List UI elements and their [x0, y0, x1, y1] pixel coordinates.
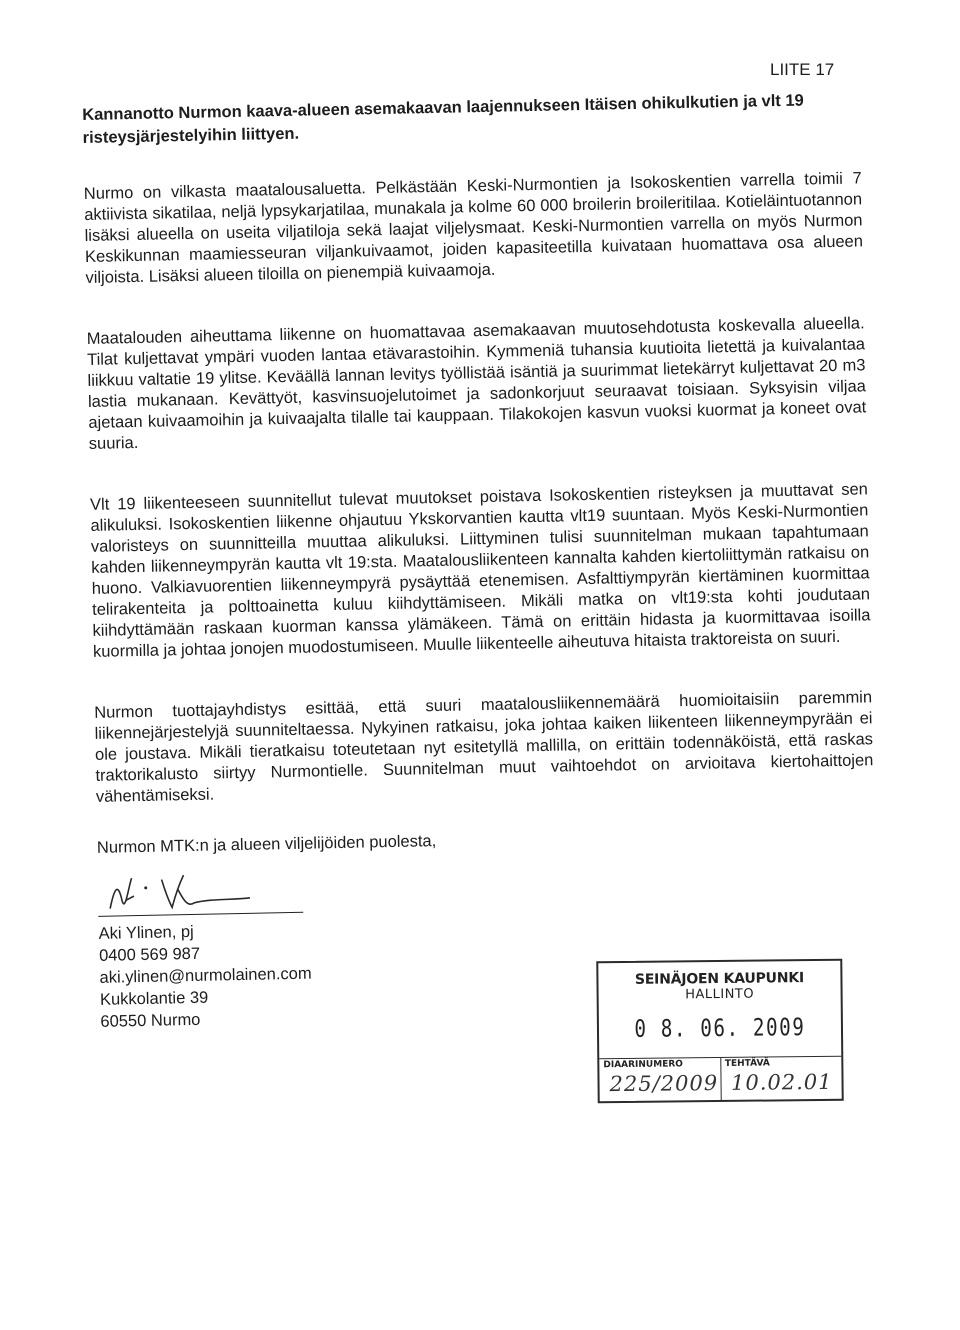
stamp-task-value: 10.02.01: [730, 1069, 833, 1095]
paragraph-3: Vlt 19 liikenteeseen suunnitellut tulevat muutokset poistava Isokoskentien risteyksen ja muuttavat sen alikuluksi. Isokoskentien liikenne ohjautuu Ykskorvantien kautta vlt19 suuntaan. Myös Keski-Nurmontien valoristeys on suunnitteilla muuttaa alikuluksi. Liittyminen tulisi suunnitelman mukaan tapahtumaan kahden liikenneympyrän kautta vlt 19:sta. Maatalousliikenteen kannalta kahden kiertoliittymän ratkaisu on huono. Valkiavuorentien liikenneympyrä pysäyttää etenemisen. Asfalttiympyrän kiertäminen kuormittaa telirakenteita ja polttoainetta kuluu kiihdyttämiseen. Mikäli matka on vlt19:sta kohti joudutaan kiihdyttämään raskaan kuorman kanssa ylämäkeen. Tämä on erittäin hidasta ja kuormittavaa isoilla kuormilla ja johtaa jonojen muodostumiseen. Muulle liikenteelle aiheutuva hitaista traktoreista on suuri.: [89, 480, 871, 661]
stamp-organization: SEINÄJOEN KAUPUNKI: [634, 970, 805, 988]
letter-body: [82, 88, 878, 1032]
receipt-stamp: [596, 959, 843, 1104]
appendix-label: LIITE 17: [770, 60, 835, 79]
signature-scribble: [99, 867, 280, 919]
stamp-field-task: [720, 1057, 842, 1100]
paragraph-1: Nurmo on vilkasta maatalousaluetta. Pelkästään Keski-Nurmontien ja Isokoskentien varrella toimii 7 aktiivista sikatilaa, neljä lypsykarjatilaa, munakala ja kolme 60 000 broilerin broileritilaa. Kotieläintuotannon lisäksi alueella on useita viljatiloja sekä laajat viljelysmaat. Keski-Nurmontien varrella on myös Nurmon Keskikunnan maamiesseuran viljankuivaamot, joiden kapasiteetilla kuivataan huomattava osa alueen viljoista. Lisäksi alueen tiloilla on pienempiä kuivaamoja.: [83, 169, 864, 287]
contact-phone: 0400 569 987: [98, 944, 201, 965]
contact-name: Aki Ylinen, pj: [98, 922, 194, 943]
stamp-field-diary: [599, 1058, 720, 1101]
paragraph-2: Maatalouden aiheuttama liikenne on huomattavaa asemakaavan muutosehdotusta koskevalla alueella. Tilat kuljettavat ympäri vuoden lantaa etävarastoihin. Kymmeniä tuhansia kuutioita lietettä ja kuivalantaa liikkuu valtatie 19 ylitse. Keväällä lannan levitys työllistää isäntiä ja suurimmat lietekärryt kuljettavat 20 m3 lastia mukanaan. Kevättyöt, kasvinsuojelutoimet ja sadonkorjuut seuraavat toisiaan. Syksyisin viljaa ajetaan kuivaamoihin ja kuivaajalta tilalle tai kauppaan. Tilakokojen kasvun vuoksi kuormat ja koneet ovat suuria.: [86, 314, 867, 453]
paragraph-4: Nurmon tuottajayhdistys esittää, että suuri maatalousliikennemäärä huomioitaisiin paremmin liikennejärjestelyjä suunniteltaessa. Nykyinen ratkaisu, joka johtaa kaiken liikenteen liikenneympyrään ei ole joustava. Mikäli tieratkaisu toteutetaan nyt esitetyllä mallilla, on erittäin todennäköistä, että raskas traktorikalusto siirtyy Nurmontielle. Suunnitelman muut vaihtoehdot on arvioitava kiertohaittojen vähentämiseksi.: [94, 688, 874, 806]
stamp-task-label: TEHTÄVÄ: [724, 1058, 770, 1069]
signature: [97, 862, 318, 922]
stamp-date: 0 8. 06. 2009: [634, 1013, 806, 1043]
contact-street: Kukkolantie 39: [99, 988, 209, 1009]
stamp-diary-value: 225/2009: [609, 1071, 719, 1097]
stamp-diary-label: DIAARINUMERO: [603, 1059, 683, 1071]
letter-title: Kannanotto Nurmon kaava-alueen asemakaavan laajennukseen Itäisen ohikulkutien ja vlt 19 risteysjärjestelyihin liittyen.: [82, 91, 804, 147]
stamp-fields: [599, 1056, 841, 1102]
contact-email: aki.ylinen@nurmolainen.com: [99, 964, 312, 987]
stamp-unit: HALLINTO: [685, 986, 755, 1003]
contact-postal: 60550 Nurmo: [100, 1010, 201, 1031]
closing-line: Nurmon MTK:n ja alueen viljelijöiden puolesta,: [96, 832, 437, 857]
